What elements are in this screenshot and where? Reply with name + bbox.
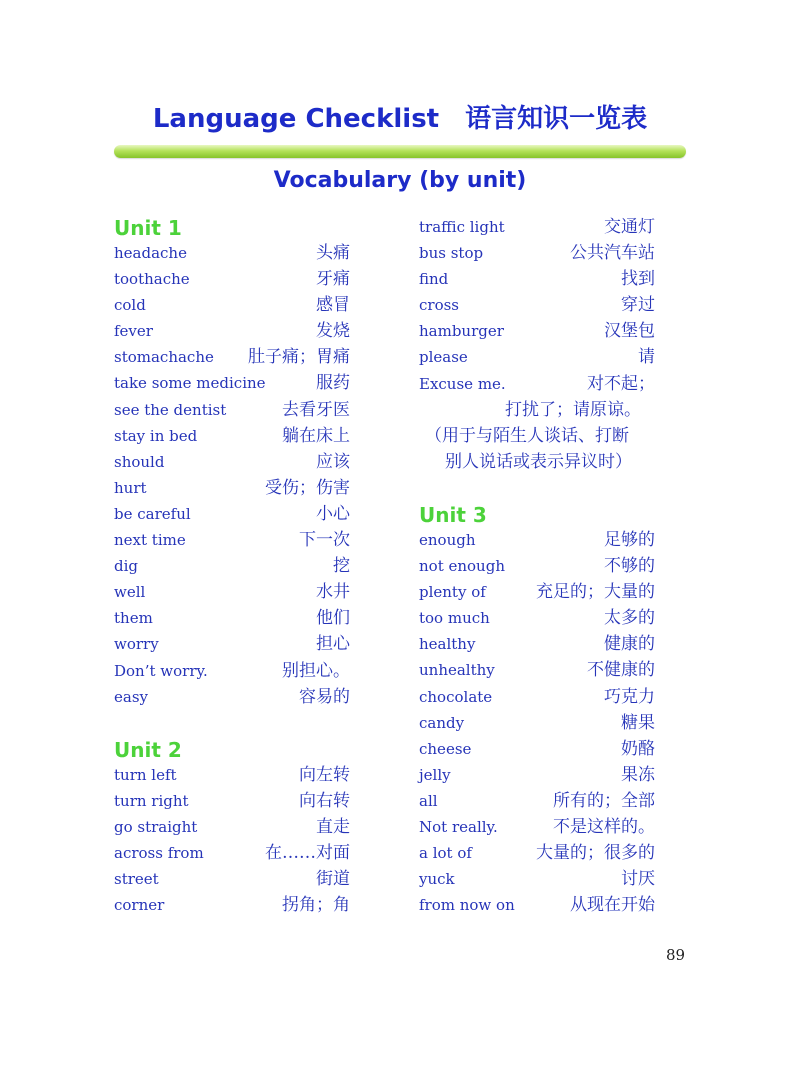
vocab-chinese: 汉堡包: [604, 321, 655, 342]
vocab-english: all: [419, 791, 438, 810]
vocab-chinese: 服药: [316, 373, 350, 394]
vocab-english: next time: [114, 531, 186, 550]
vocab-english: traffic light: [419, 218, 505, 236]
vocab-chinese: 别担心。: [282, 660, 350, 681]
vocab-english: Excuse me.: [419, 374, 506, 393]
vocab-chinese: 感冒: [316, 295, 350, 316]
vocab-english: Not really.: [419, 817, 498, 836]
vocab-chinese: 在……对面: [265, 842, 350, 863]
vocab-english: stomachache: [114, 348, 214, 367]
vocab-english: stay in bed: [114, 426, 198, 445]
vocab-english: corner: [114, 896, 165, 915]
vocab-chinese: 向左转: [299, 764, 350, 785]
vocab-row: [114, 318, 350, 344]
section-gap: [114, 710, 350, 736]
vocab-english: cold: [114, 296, 146, 315]
left-column: [114, 214, 350, 918]
vocab-row: [114, 762, 350, 788]
vocab-row: [114, 501, 350, 527]
vocab-english: plenty of: [419, 583, 486, 602]
vocab-english: across from: [114, 843, 204, 862]
vocab-row: [419, 762, 655, 788]
vocab-row: [419, 266, 655, 292]
vocab-chinese: 不健康的: [587, 660, 655, 681]
vocab-row: [419, 240, 655, 266]
vocab-row: [419, 788, 655, 814]
vocab-english: worry: [114, 635, 159, 654]
vocab-english: candy: [419, 713, 465, 732]
vocab-chinese: 巧克力: [604, 686, 655, 707]
vocab-row: [419, 814, 655, 840]
vocab-row: [114, 370, 350, 396]
vocab-row: [419, 214, 655, 240]
vocab-row: [114, 866, 350, 892]
vocab-english: jelly: [419, 765, 451, 784]
vocab-note-line: 别人说话或表示异议时）: [445, 451, 632, 472]
vocab-chinese: 对不起；: [587, 373, 655, 394]
vocab-english: unhealthy: [419, 661, 495, 680]
vocab-chinese: 直走: [316, 816, 350, 837]
vocab-chinese: 去看牙医: [282, 399, 350, 420]
vocab-row: [419, 736, 655, 762]
vocab-row: [114, 527, 350, 553]
vocab-row: [419, 631, 655, 657]
vocab-chinese: 大量的；很多的: [536, 843, 655, 864]
vocab-row: [114, 631, 350, 657]
vocab-row: [114, 892, 350, 918]
vocab-row: [114, 658, 350, 684]
vocab-row: [114, 605, 350, 631]
vocab-english: please: [419, 348, 468, 367]
vocab-row: [114, 579, 350, 605]
unit-heading: Unit 2: [114, 737, 182, 762]
vocab-english: a lot of: [419, 844, 472, 863]
vocab-chinese: 向右转: [299, 790, 350, 811]
vocab-english: should: [114, 452, 165, 471]
vocab-chinese: 太多的: [604, 608, 655, 629]
vocab-row: [114, 475, 350, 501]
vocab-chinese: 水井: [316, 582, 350, 603]
vocab-english: easy: [114, 687, 148, 706]
vocab-chinese: 交通灯: [604, 217, 655, 237]
vocab-chinese: 奶酪: [621, 738, 655, 759]
vocab-row: [419, 840, 655, 866]
vocab-english: cross: [419, 296, 459, 315]
vocab-row: [114, 240, 350, 266]
vocab-english: toothache: [114, 270, 190, 289]
vocab-english: yuck: [419, 870, 455, 889]
vocab-row: [114, 344, 350, 370]
vocab-row: [419, 579, 655, 605]
vocab-chinese: 应该: [316, 451, 350, 472]
vocab-row: [419, 866, 655, 892]
vocab-english: well: [114, 583, 146, 602]
vocab-english: be careful: [114, 504, 191, 523]
vocab-english: healthy: [419, 635, 476, 654]
section-subtitle: Vocabulary (by unit): [273, 168, 527, 193]
vocab-row: [419, 684, 655, 710]
vocab-english: street: [114, 870, 159, 889]
vocab-chinese: 果冻: [621, 764, 655, 785]
vocab-chinese: 从现在开始: [570, 895, 655, 916]
vocab-english: enough: [419, 530, 476, 549]
vocab-chinese: 足够的: [604, 529, 655, 550]
vocab-row: [419, 892, 655, 918]
vocab-english: fever: [114, 322, 153, 341]
page-number: 89: [666, 946, 686, 964]
vocab-english: turn right: [114, 791, 189, 810]
vocab-chinese: 发烧: [316, 321, 350, 342]
vocab-english: Don’t worry.: [114, 661, 208, 680]
vocab-chinese: 他们: [316, 608, 350, 629]
vocab-english: bus stop: [419, 244, 484, 263]
vocab-english: dig: [114, 557, 139, 576]
vocab-chinese: 穿过: [621, 295, 655, 316]
vocab-chinese: 担心: [316, 634, 350, 655]
unit-heading: Unit 3: [419, 502, 487, 527]
title-chinese: 语言知识一览表: [465, 104, 648, 134]
vocab-english: find: [419, 270, 449, 289]
vocab-chinese: 头痛: [316, 243, 350, 263]
title-english: Language Checklist: [152, 104, 440, 134]
vocab-chinese: 受伤；伤害: [265, 477, 350, 498]
vocab-row: [114, 449, 350, 475]
vocab-english: turn left: [114, 765, 177, 784]
vocab-row: [419, 527, 655, 553]
vocab-row: [114, 814, 350, 840]
vocab-row: [114, 840, 350, 866]
title-divider-bar: [114, 145, 686, 158]
section-gap: [419, 475, 655, 501]
vocab-english: not enough: [419, 557, 505, 576]
vocab-row: [419, 710, 655, 736]
vocab-note-line: 打扰了；请原谅。: [505, 399, 641, 420]
vocab-row: [419, 292, 655, 318]
vocab-row: [114, 266, 350, 292]
vocab-chinese: 请: [638, 347, 655, 368]
vocab-row: [114, 397, 350, 423]
vocab-chinese: 挖: [333, 556, 350, 577]
vocab-chinese: 拐角；角: [282, 895, 350, 916]
vocab-row: [114, 292, 350, 318]
vocab-chinese: 找到: [621, 269, 655, 290]
vocab-chinese: 肚子痛；胃痛: [248, 347, 350, 368]
vocab-chinese: 讨厌: [621, 869, 655, 890]
vocab-row: [114, 788, 350, 814]
vocab-chinese: 小心: [316, 503, 350, 524]
vocab-english: see the dentist: [114, 400, 227, 419]
vocab-english: cheese: [419, 739, 472, 758]
vocab-chinese: 健康的: [604, 634, 655, 655]
vocab-row: [114, 553, 350, 579]
vocab-english: from now on: [419, 896, 515, 915]
vocab-english: headache: [114, 244, 187, 262]
vocab-chinese: 容易的: [299, 686, 350, 707]
vocab-english: hamburger: [419, 322, 504, 341]
vocab-english: them: [114, 609, 153, 628]
vocab-english: take some medicine: [114, 374, 266, 393]
vocab-row: [114, 684, 350, 710]
vocab-english: hurt: [114, 478, 147, 497]
vocab-chinese: 街道: [316, 869, 350, 890]
vocab-note-line: （用于与陌生人谈话、打断: [425, 425, 629, 446]
page-title: [0, 98, 800, 135]
vocab-row: [419, 605, 655, 631]
vocab-chinese: 所有的；全部: [553, 790, 655, 811]
vocab-english: go straight: [114, 817, 198, 836]
vocab-chinese: 公共汽车站: [570, 243, 655, 264]
vocab-row: [114, 423, 350, 449]
vocab-chinese: 躺在床上: [282, 425, 350, 446]
vocab-chinese: 下一次: [299, 530, 350, 551]
unit-heading: Unit 1: [114, 216, 182, 240]
vocab-row: [419, 344, 655, 370]
vocab-row: [419, 553, 655, 579]
vocab-english: chocolate: [419, 687, 493, 706]
right-column: [419, 214, 655, 918]
vocab-english: too much: [419, 609, 490, 628]
vocab-row: [419, 318, 655, 344]
vocab-row: [419, 657, 655, 683]
vocab-chinese: 充足的；大量的: [536, 582, 655, 603]
vocab-chinese: 不够的: [604, 556, 655, 577]
vocab-chinese: 牙痛: [316, 269, 350, 290]
vocab-chinese: 糖果: [621, 712, 655, 733]
vocab-chinese: 不是这样的。: [553, 816, 655, 837]
vocab-row: [419, 371, 655, 397]
